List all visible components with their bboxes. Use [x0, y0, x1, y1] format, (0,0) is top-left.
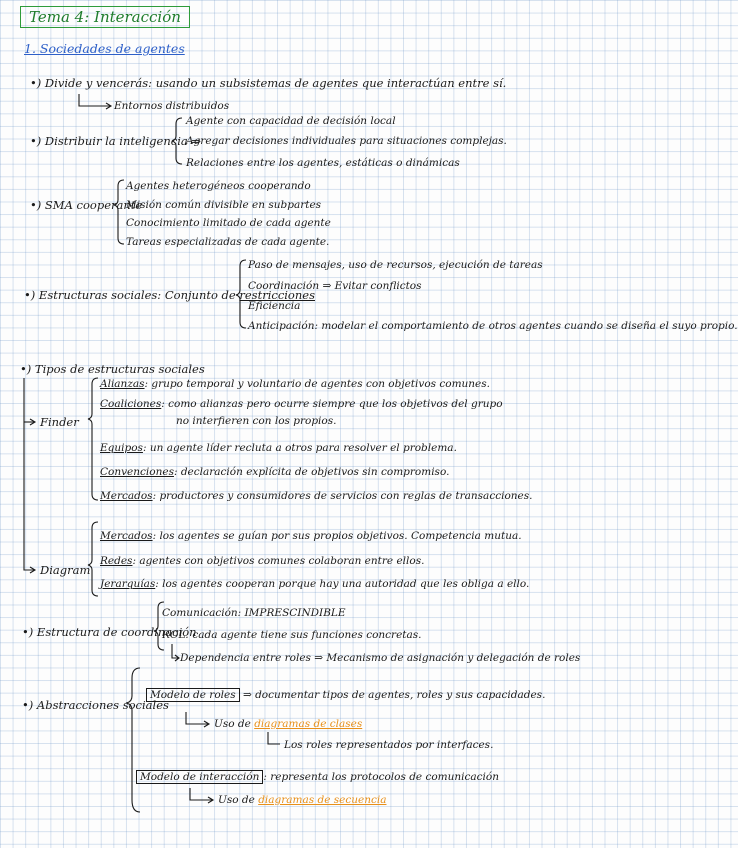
finder-item: Equipos: un agente líder recluta a otros para resolver el problema. [100, 442, 457, 454]
finder-item: Coaliciones: como alianzas pero ocurre siempre que los objetivos del grupo [100, 398, 503, 410]
estructuras-item: Paso de mensajes, uso de recursos, ejecución de tareas [248, 259, 543, 271]
roles-row: Modelo de roles ⇒ documentar tipos de agentes, roles y sus capacidades. [146, 688, 545, 702]
estructuras-item: Eficiencia [248, 300, 301, 312]
diagram-item: Jerarquías: los agentes cooperan porque hay una autoridad que les obliga a ello. [100, 578, 530, 590]
coordinacion-item: Comunicación: IMPRESCINDIBLE [162, 607, 346, 619]
interaccion-row: Modelo de interacción : representa los protocolos de comunicación [136, 770, 499, 784]
interaccion-use: Uso de diagramas de secuencia [218, 794, 387, 806]
finder-label: Finder [40, 415, 79, 429]
arrow-line [79, 94, 110, 106]
finder-item: Mercados: productores y consumidores de servicios con reglas de transacciones. [100, 490, 533, 502]
roles-box: Modelo de roles [146, 688, 240, 702]
diagram-item: Mercados: los agentes se guían por sus propios objetivos. Competencia mutua. [100, 530, 522, 542]
coordinacion-sub: Dependencia entre roles ⇒ Mecanismo de asignación y delegación de roles [180, 652, 581, 664]
roles-use: Uso de diagramas de clases [214, 718, 363, 730]
estructuras-underlined: restricciones [239, 288, 315, 302]
brace [126, 668, 140, 812]
estructuras-item: Anticipación: modelar el comportamiento de otros agentes cuando se diseña el suyo propio. [248, 320, 738, 332]
sma-item: Misión común divisible en subpartes [126, 199, 322, 211]
estructuras-lead: •) Estructuras sociales: Conjunto de restricciones [24, 288, 315, 302]
brace [88, 522, 98, 596]
distribuir-item: Agregar decisiones individuales para situaciones complejas. [186, 135, 507, 147]
distribuir-lead: •) Distribuir la inteligencia ⇒ [30, 134, 202, 148]
diagram-label: Diagram [40, 563, 91, 577]
divide-sub: Entornos distribuidos [114, 100, 230, 112]
sma-item: Tareas especializadas de cada agente. [126, 236, 330, 248]
divide-line: •) Divide y vencerás: usando un subsistemas de agentes que interactúan entre sí. [30, 76, 507, 90]
sma-item: Agentes heterogéneos cooperando [126, 180, 311, 192]
roles-note: Los roles representados por interfaces. [284, 739, 494, 751]
diagram-item: Redes: agentes con objetivos comunes colaboran entre ellos. [100, 555, 425, 567]
interaccion-box: Modelo de interacción [136, 770, 263, 784]
coordinacion-lead: •) Estructura de coordinación [22, 625, 197, 639]
sma-lead: •) SMA cooperante [30, 198, 143, 212]
coordinacion-item: ROL: cada agente tiene sus funciones concretas. [162, 629, 422, 641]
estructuras-item: Coordinación ⇒ Evitar conflictos [248, 280, 422, 292]
distribuir-item: Relaciones entre los agentes, estáticas o dinámicas [186, 157, 460, 169]
distribuir-item: Agente con capacidad de decisión local [186, 115, 396, 127]
brace [88, 378, 98, 500]
finder-item: Alianzas: grupo temporal y voluntario de agentes con objetivos comunes. [100, 378, 490, 390]
abstracciones-lead: •) Abstracciones sociales [22, 698, 169, 712]
finder-item-cont: no interfieren con los propios. [176, 415, 337, 427]
tipos-lead: •) Tipos de estructuras sociales [20, 362, 205, 376]
finder-item: Convenciones: declaración explícita de objetivos sin compromiso. [100, 466, 450, 478]
section-heading: 1. Sociedades de agentes [24, 41, 185, 56]
brace [114, 180, 124, 244]
page-title: Tema 4: Interacción [20, 6, 190, 28]
sma-item: Conocimiento limitado de cada agente [126, 217, 331, 229]
